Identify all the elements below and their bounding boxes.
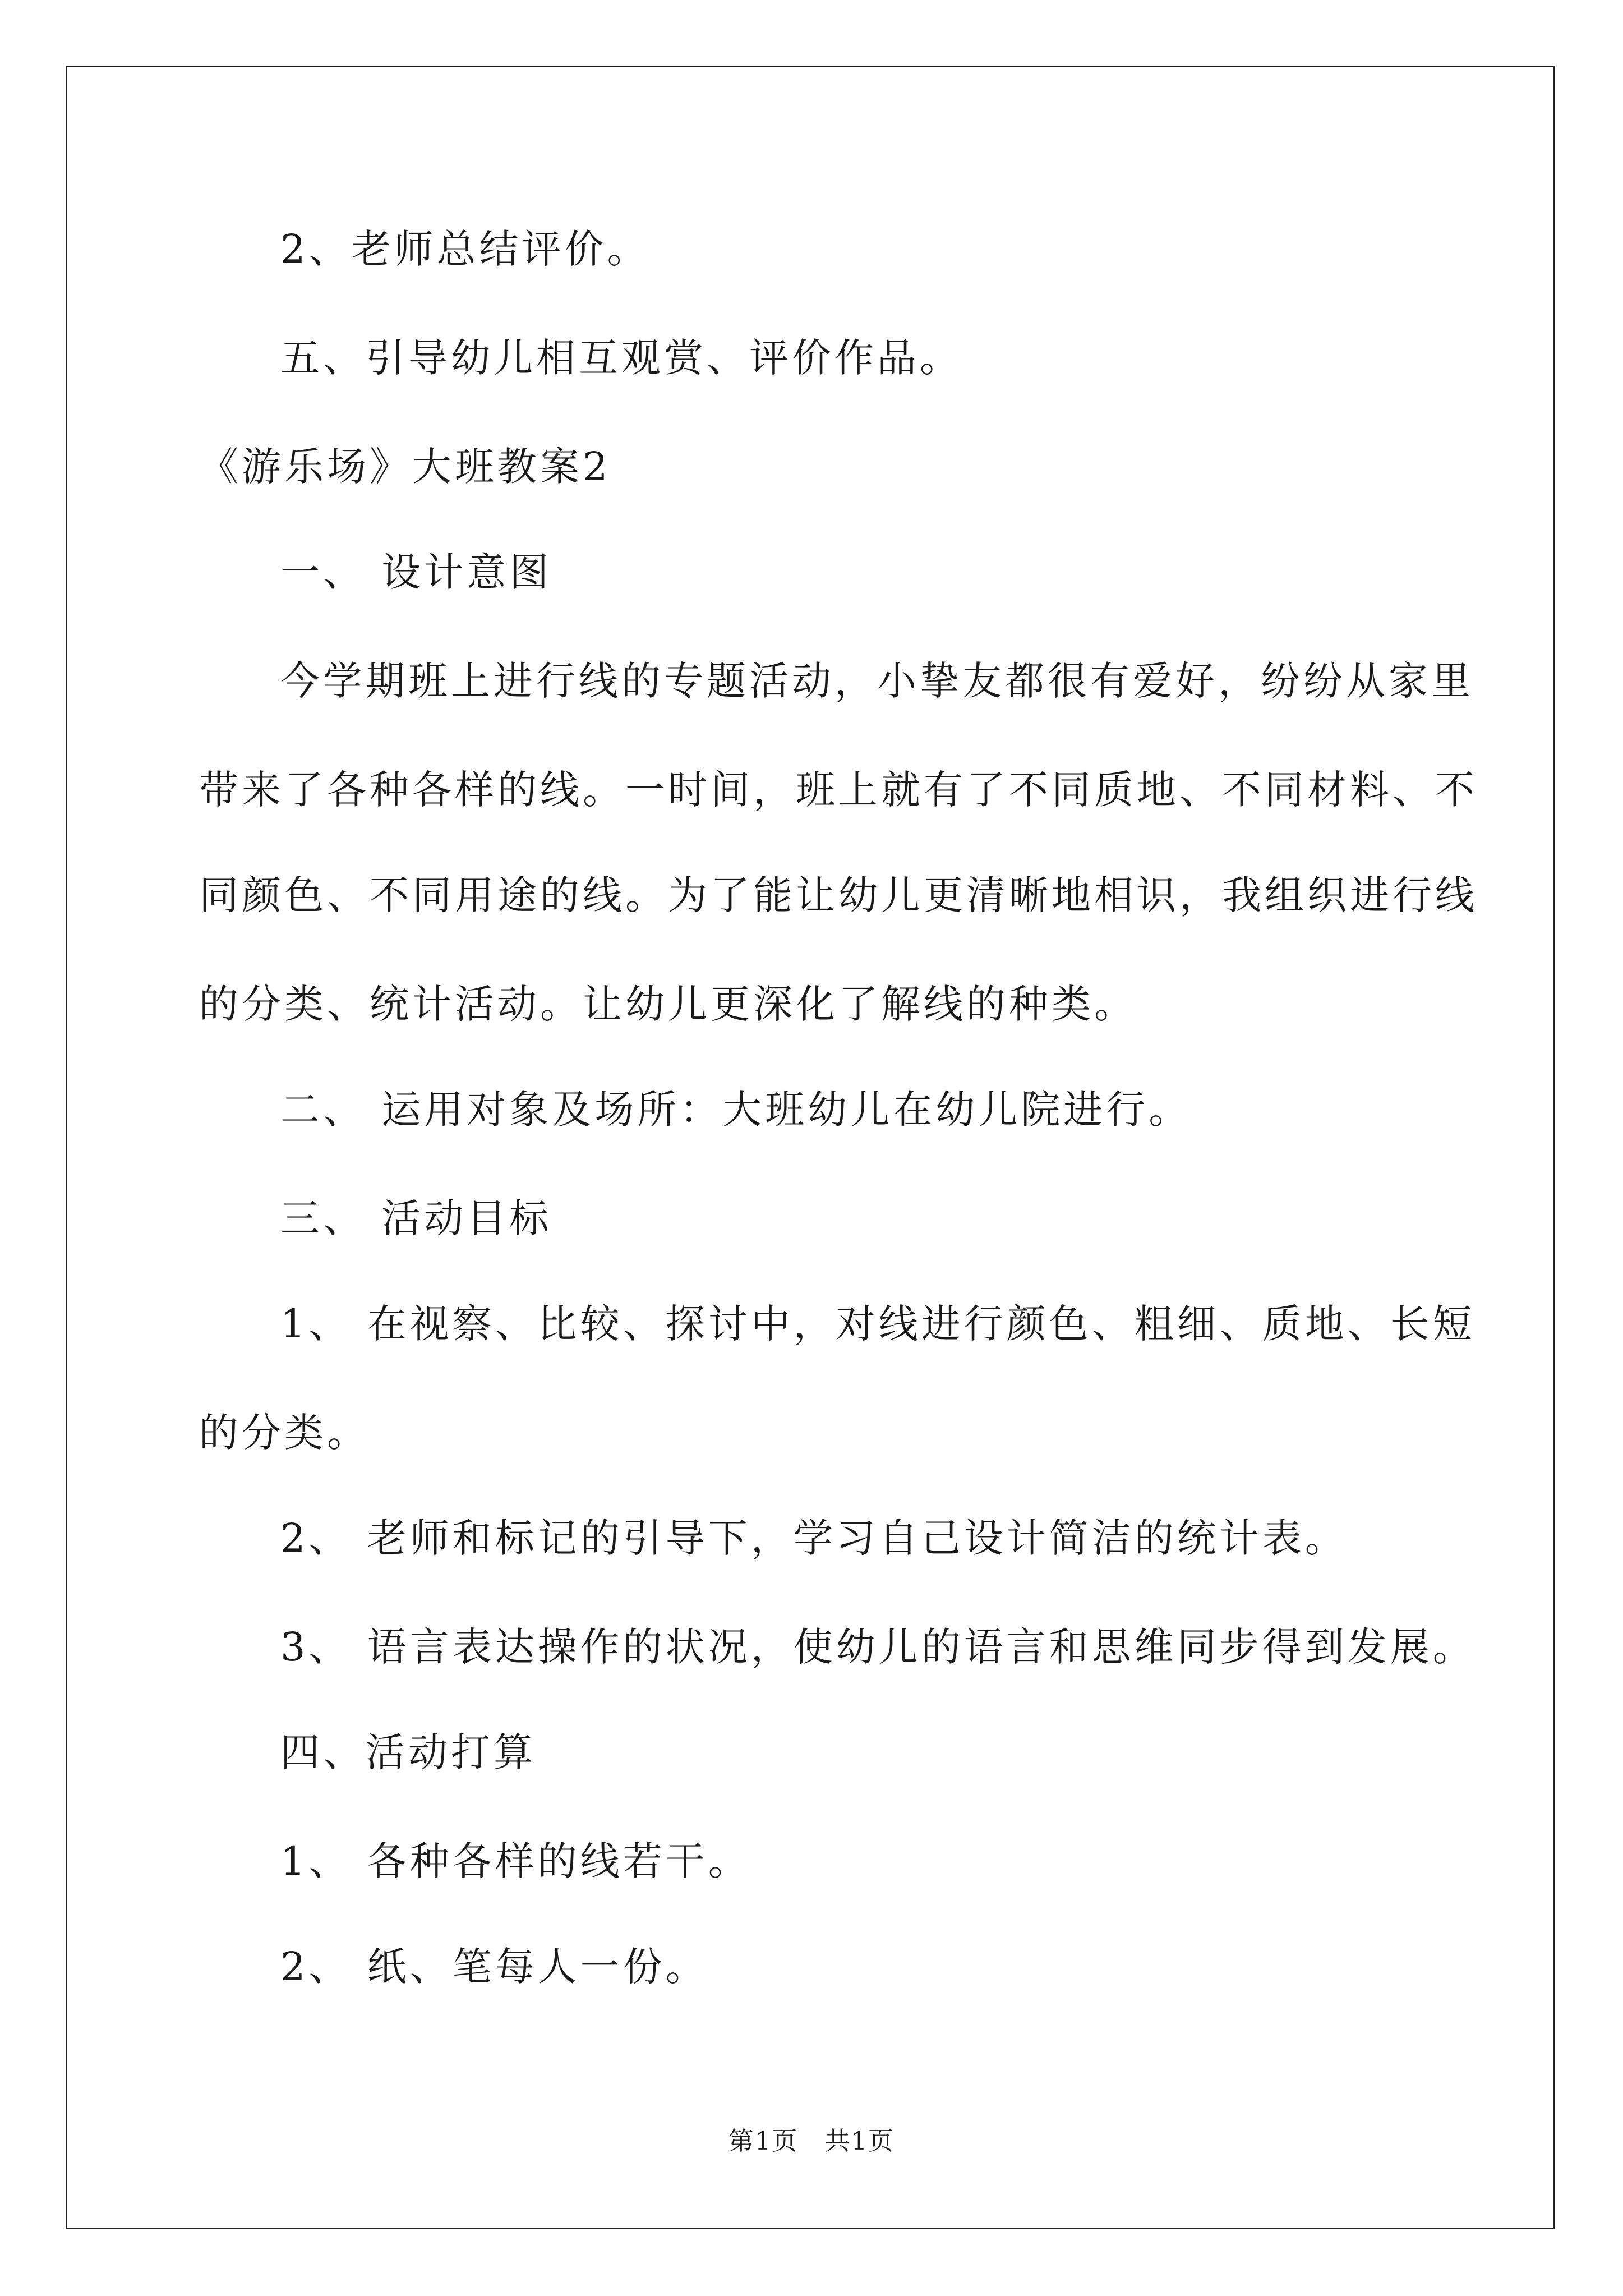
lesson-plan-title: 《游乐场》大班教案2 <box>199 444 611 490</box>
material-1: 1、 各种各样的线若干。 <box>280 1838 751 1884</box>
design-intent-line-2: 带来了各种各样的线。一时间，班上就有了不同质地、不同材料、不 <box>199 767 1478 813</box>
section-one-heading: 一、 设计意图 <box>280 549 552 595</box>
goal-1-line-1: 1、 在视察、比较、探讨中，对线进行颜色、粗细、质地、长短 <box>280 1301 1476 1347</box>
design-intent-line-1: 今学期班上进行线的专题活动，小挚友都很有爱好，纷纷从家里 <box>280 658 1474 704</box>
summary-item-2: 2、老师总结评价。 <box>280 226 650 272</box>
design-intent-line-4: 的分类、统计活动。让幼儿更深化了解线的种类。 <box>199 981 1137 1027</box>
page-number-footer: 第1页 共1页 <box>728 2126 895 2156</box>
goal-3: 3、 语言表达操作的状况，使幼儿的语言和思维同步得到发展。 <box>280 1624 1476 1670</box>
design-intent-line-3: 同颜色、不同用途的线。为了能让幼儿更清晰地相识，我组织进行线 <box>199 872 1478 918</box>
section-four-heading: 四、活动打算 <box>280 1729 536 1775</box>
goal-1-line-2: 的分类。 <box>199 1410 370 1456</box>
section-two-heading: 二、 运用对象及场所：大班幼儿在幼儿院进行。 <box>280 1087 1192 1133</box>
section-three-heading: 三、 活动目标 <box>280 1195 552 1241</box>
goal-2: 2、 老师和标记的引导下，学习自己设计简洁的统计表。 <box>280 1515 1348 1561</box>
section-five-heading: 五、引导幼儿相互观赏、评价作品。 <box>280 335 962 381</box>
material-2: 2、 纸、笔每人一份。 <box>280 1944 708 1990</box>
